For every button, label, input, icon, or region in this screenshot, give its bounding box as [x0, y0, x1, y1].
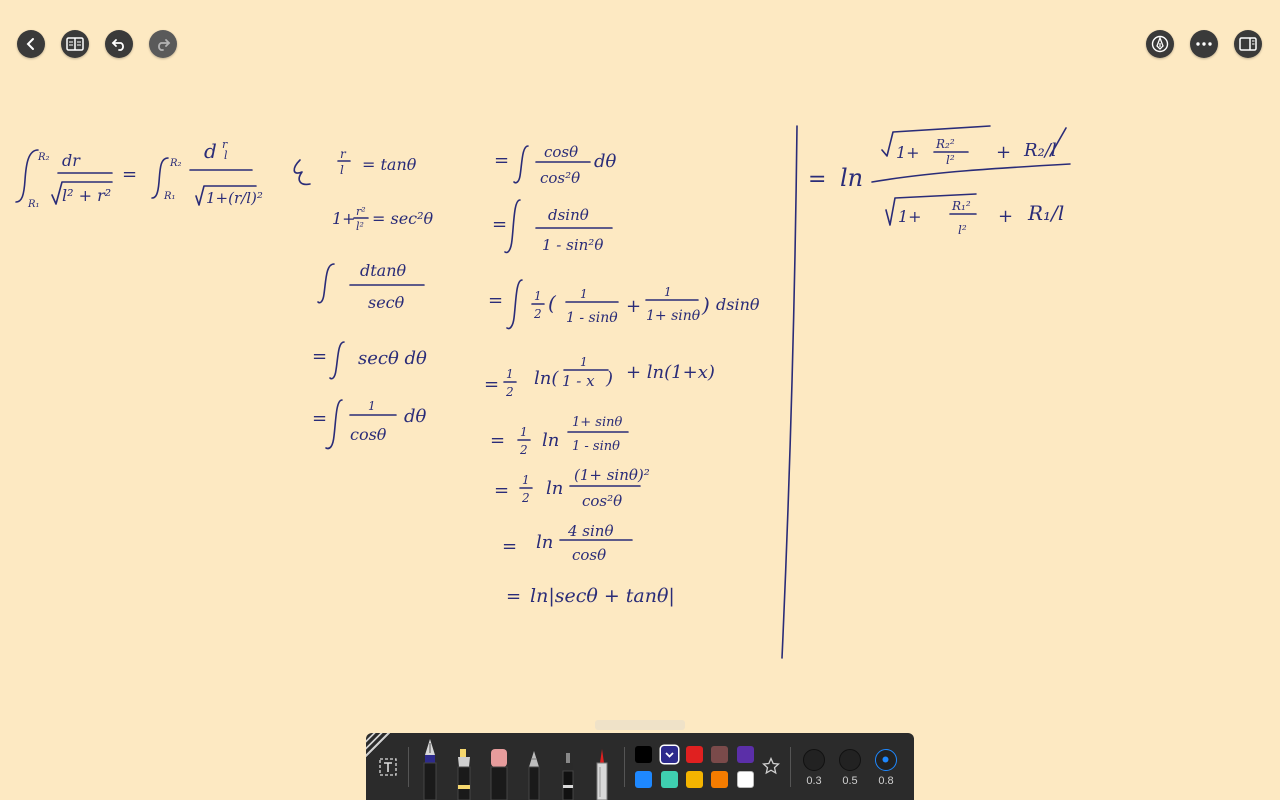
chevron-down-icon [661, 746, 678, 763]
more-button[interactable] [1190, 30, 1218, 58]
star-icon [762, 757, 780, 775]
svg-text:1 - x: 1 - x [562, 372, 595, 390]
svg-text:1 - sinθ: 1 - sinθ [572, 439, 620, 454]
sidebar-toggle-button[interactable] [1234, 30, 1262, 58]
svg-text:+ ln(1+x): + ln(1+x) [626, 362, 715, 383]
color-brown[interactable] [711, 746, 728, 763]
size-option-large[interactable] [875, 749, 897, 771]
svg-text:2: 2 [520, 443, 528, 457]
svg-text:+: + [996, 142, 1012, 163]
marker-icon [558, 751, 578, 800]
svg-text:dsinθ: dsinθ [548, 206, 589, 224]
svg-text:1: 1 [534, 289, 542, 303]
svg-text:1: 1 [664, 285, 672, 299]
pencil-tool[interactable] [524, 749, 544, 800]
svg-text:l²: l² [958, 223, 967, 237]
chevron-left-icon [24, 37, 38, 51]
brush-icon [592, 747, 612, 800]
svg-text:1+(r/l)²: 1+(r/l)² [206, 189, 263, 207]
svg-text:l²: l² [946, 153, 955, 167]
brush-tool[interactable] [592, 747, 612, 800]
svg-text:1: 1 [580, 287, 588, 301]
svg-text:l² + r²: l² + r² [62, 186, 112, 205]
ink-integral-left [16, 138, 263, 210]
favorite-button[interactable] [762, 757, 780, 775]
svg-text:ln: ln [536, 532, 554, 553]
svg-text:=: = [494, 480, 510, 501]
ink-result [808, 126, 1070, 237]
svg-text:cosθ: cosθ [350, 425, 387, 444]
color-blue[interactable] [635, 771, 652, 788]
svg-text:(1+ sinθ)²: (1+ sinθ)² [574, 466, 650, 484]
svg-text:(: ( [548, 291, 556, 315]
svg-text:dθ: dθ [594, 151, 617, 172]
fountain-pen-icon [420, 737, 440, 800]
size-dot-icon [876, 750, 895, 769]
svg-text:2: 2 [522, 491, 530, 505]
svg-text:secθ dθ: secθ dθ [358, 348, 427, 369]
svg-text:=: = [488, 290, 504, 311]
svg-text:R₂: R₂ [38, 152, 50, 163]
ink-derivation [484, 143, 760, 607]
svg-text:): ) [702, 293, 710, 317]
back-button[interactable] [17, 30, 45, 58]
color-indigo[interactable] [661, 746, 678, 763]
redo-icon [155, 37, 171, 51]
size-option-small[interactable] [803, 749, 825, 771]
color-red[interactable] [686, 746, 703, 763]
svg-text:1: 1 [520, 425, 528, 439]
ink-divider [782, 126, 797, 658]
book-icon [66, 37, 84, 51]
svg-text:=: = [490, 430, 506, 451]
svg-text:r: r [222, 138, 228, 151]
svg-text:+: + [998, 206, 1014, 227]
svg-text:secθ: secθ [368, 293, 405, 312]
svg-text:cos²θ: cos²θ [582, 492, 623, 510]
svg-text:1: 1 [506, 367, 514, 381]
text-box-icon [378, 757, 398, 777]
svg-text:R₁: R₁ [164, 191, 176, 202]
size-label-large: 0.8 [878, 775, 894, 787]
svg-text:2: 2 [506, 385, 514, 399]
svg-text:=: = [502, 536, 518, 557]
svg-text:1+: 1+ [896, 143, 920, 162]
color-purple[interactable] [737, 746, 754, 763]
svg-text:1: 1 [522, 473, 530, 487]
svg-text:cos²θ: cos²θ [540, 169, 581, 187]
svg-text:cosθ: cosθ [572, 546, 607, 564]
pencil-icon [524, 749, 544, 800]
svg-text:= sec²θ: = sec²θ [372, 209, 434, 228]
size-option-medium[interactable] [839, 749, 861, 771]
svg-text:ln|secθ + tanθ|: ln|secθ + tanθ| [530, 585, 675, 607]
svg-text:2: 2 [534, 307, 542, 321]
svg-text:l²: l² [356, 220, 364, 233]
undo-button[interactable] [105, 30, 133, 58]
svg-text:1+: 1+ [898, 207, 922, 226]
svg-text:1: 1 [368, 399, 376, 413]
marker-tool[interactable] [558, 751, 578, 800]
svg-text:dsinθ: dsinθ [716, 295, 760, 314]
svg-text:dtanθ: dtanθ [360, 261, 407, 280]
ink-substitution [294, 147, 433, 449]
svg-text:R₁²: R₁² [952, 199, 971, 213]
svg-text:cosθ: cosθ [544, 143, 579, 161]
color-yellow[interactable] [686, 771, 703, 788]
svg-text:ln: ln [546, 478, 564, 499]
svg-text:1: 1 [580, 355, 588, 369]
svg-text:1 - sinθ: 1 - sinθ [566, 310, 618, 326]
svg-text:R₁/l: R₁/l [1028, 201, 1065, 225]
svg-text:dθ: dθ [404, 406, 427, 427]
eraser-tool[interactable] [488, 747, 510, 800]
svg-text:r: r [340, 147, 346, 161]
scroll-indicator [595, 720, 685, 730]
svg-text:=: = [312, 408, 328, 429]
svg-text:R₂²: R₂² [936, 137, 955, 151]
undo-icon [111, 37, 127, 51]
svg-text:=: = [492, 214, 508, 235]
svg-text:1+ sinθ: 1+ sinθ [646, 308, 701, 324]
pen-nib-icon [1151, 35, 1169, 53]
ellipsis-icon [1196, 42, 1212, 46]
highlighter-tool[interactable] [454, 747, 474, 800]
svg-text:+: + [626, 296, 642, 317]
svg-text:): ) [606, 368, 614, 389]
size-label-small: 0.3 [806, 775, 822, 787]
svg-text:=: = [122, 164, 138, 185]
svg-text:R₁: R₁ [28, 199, 40, 210]
svg-text:=: = [484, 374, 500, 395]
svg-text:l: l [340, 163, 344, 177]
svg-text:d: d [204, 139, 217, 163]
svg-text:= tanθ: = tanθ [362, 155, 417, 174]
color-white[interactable] [737, 771, 754, 788]
color-teal[interactable] [661, 771, 678, 788]
pages-button[interactable] [61, 30, 89, 58]
pen-mode-button[interactable] [1146, 30, 1174, 58]
svg-text:ln: ln [840, 164, 864, 192]
svg-text:dr: dr [62, 151, 80, 170]
svg-text:=: = [808, 167, 827, 192]
svg-text:R₂: R₂ [170, 158, 182, 169]
color-black[interactable] [635, 746, 652, 763]
svg-text:ln(: ln( [534, 368, 559, 389]
size-label-medium: 0.5 [842, 775, 858, 787]
svg-text:ln: ln [542, 430, 560, 451]
svg-text:R₂/l: R₂/l [1024, 140, 1057, 161]
svg-text:1+ sinθ: 1+ sinθ [572, 415, 623, 430]
svg-text:r²: r² [356, 205, 366, 218]
redo-button[interactable] [149, 30, 177, 58]
drawing-toolbar [366, 733, 914, 800]
svg-text:=: = [312, 346, 328, 367]
text-tool[interactable] [378, 757, 398, 777]
svg-text:1+: 1+ [332, 209, 356, 228]
svg-text:l: l [224, 149, 228, 162]
svg-text:=: = [494, 150, 510, 171]
highlighter-icon [454, 747, 474, 800]
svg-text:=: = [506, 586, 522, 607]
fountain-pen-tool[interactable] [420, 737, 440, 800]
eraser-icon [488, 747, 510, 800]
sidebar-icon [1239, 37, 1257, 51]
svg-text:4 sinθ: 4 sinθ [568, 522, 614, 540]
color-orange[interactable] [711, 771, 728, 788]
svg-text:1 - sin²θ: 1 - sin²θ [542, 236, 604, 254]
